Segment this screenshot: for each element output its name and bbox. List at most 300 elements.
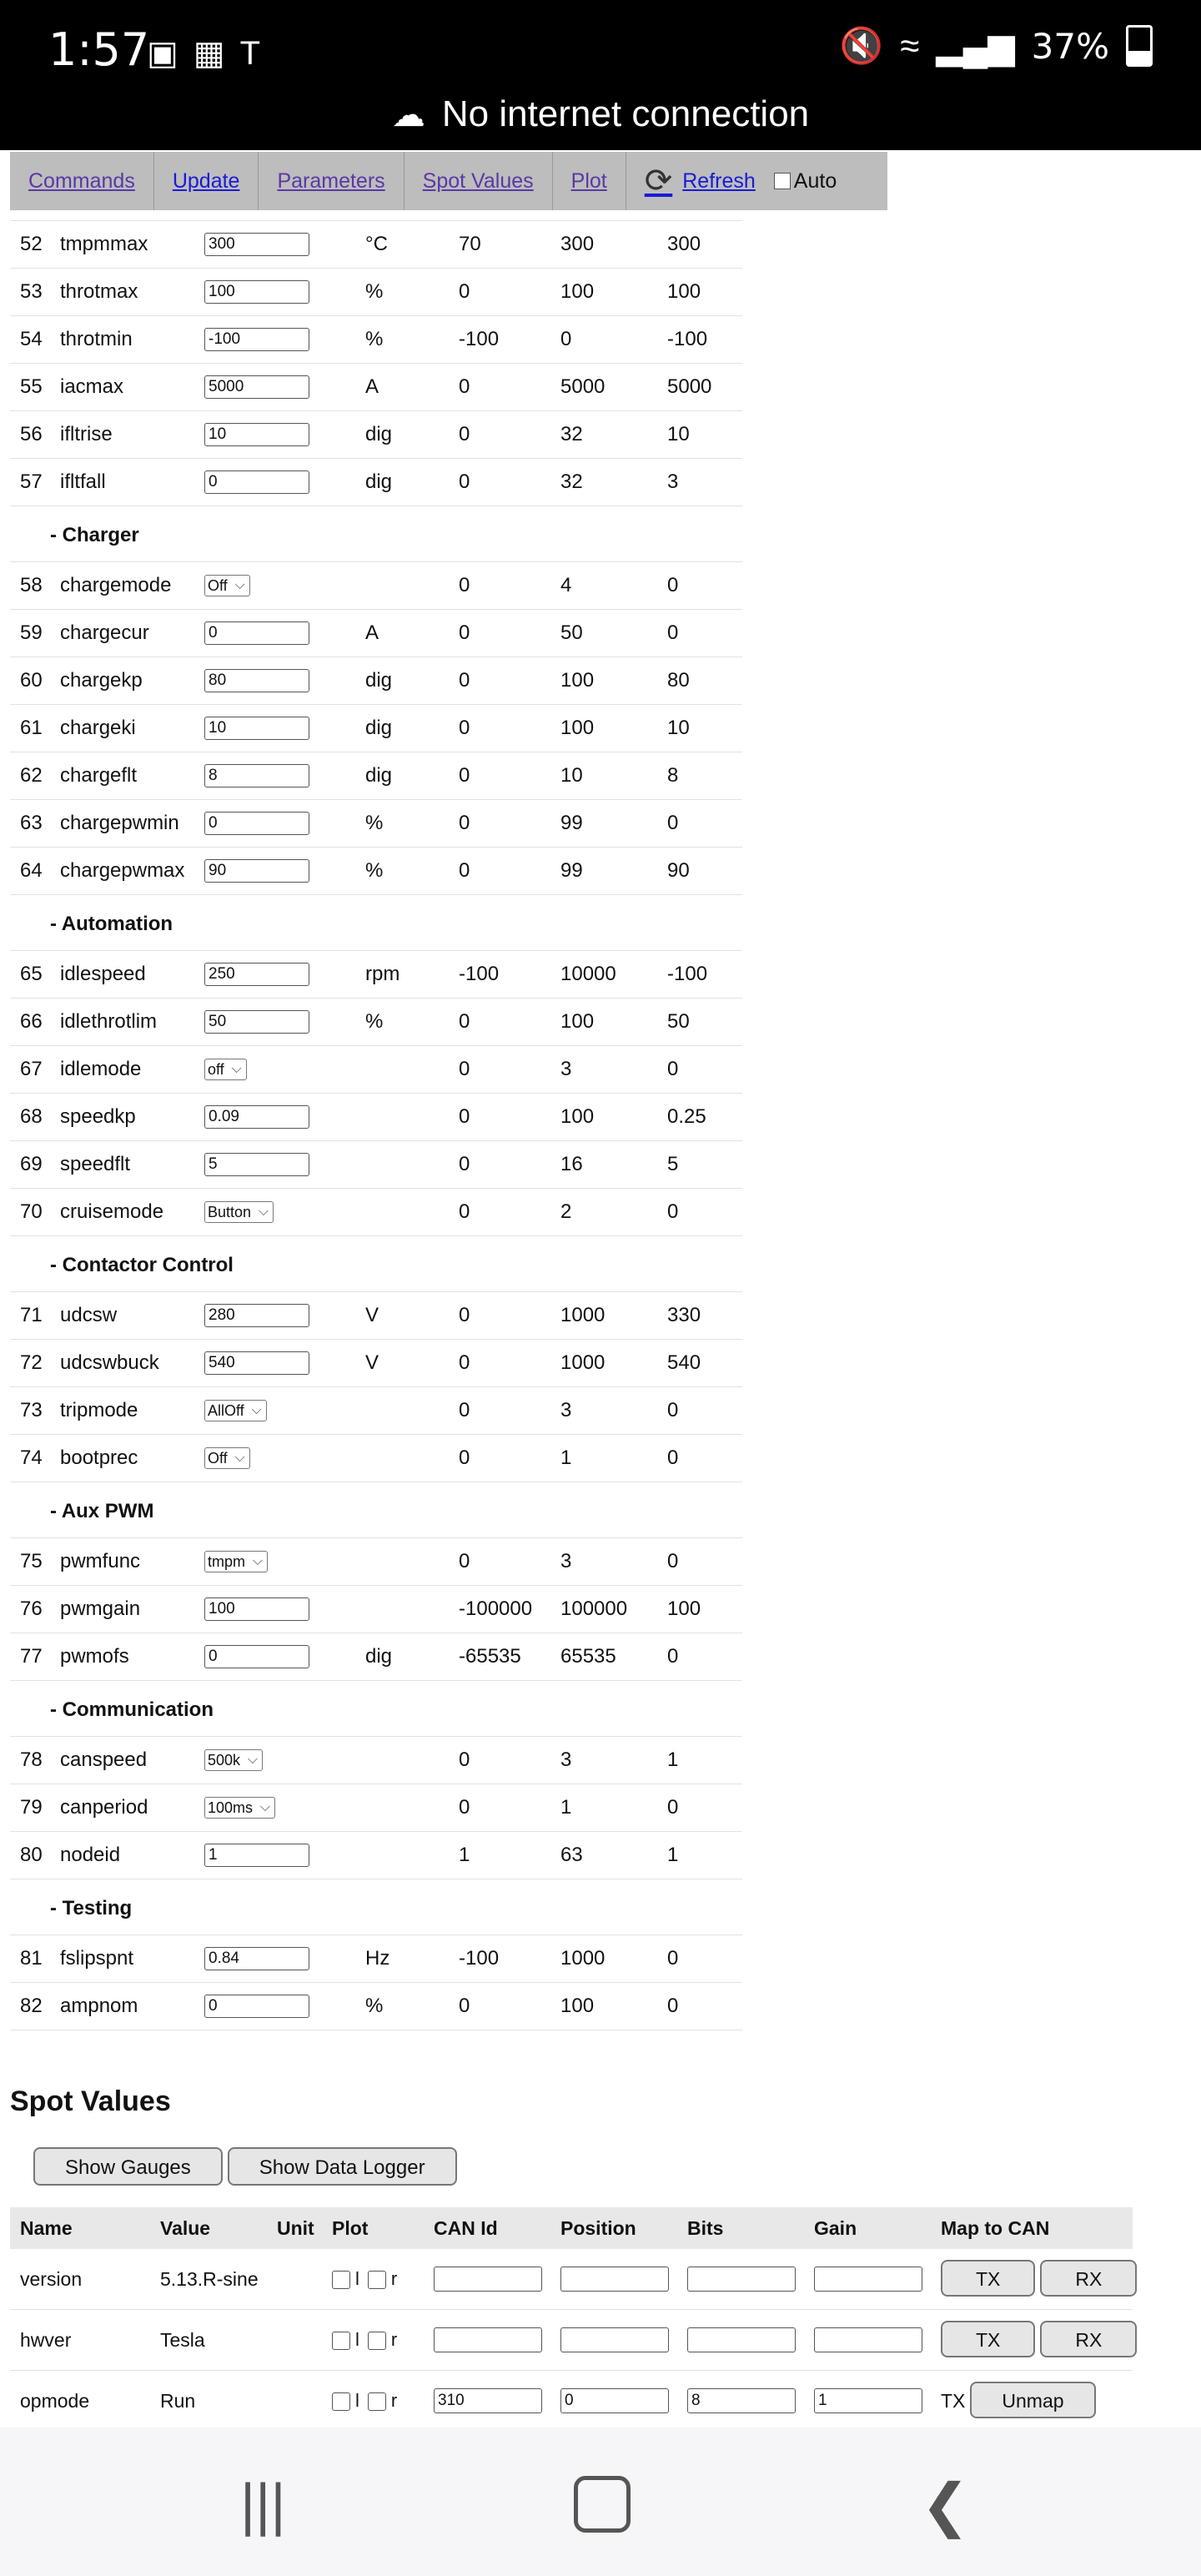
param-max: 300 (560, 233, 595, 255)
top-nav (10, 152, 887, 210)
param-min: 70 (459, 233, 481, 255)
param-value-input[interactable] (204, 1995, 309, 2018)
param-name: ifltfall (60, 470, 106, 493)
spot-row-version (10, 2249, 1133, 2310)
param-default: 5 (667, 1153, 679, 1175)
plot-left-label: l (355, 2268, 359, 2289)
auto-checkbox[interactable] (774, 173, 791, 189)
param-min: 0 (459, 621, 470, 644)
param-name: ampnom (60, 1995, 138, 2017)
param-unit: dig (365, 669, 393, 692)
param-min: 0 (459, 717, 470, 739)
auto-refresh[interactable] (774, 152, 837, 210)
param-unit: °C (365, 233, 388, 255)
param-value-input[interactable] (204, 1597, 309, 1621)
section-label: - Contactor Control (50, 1254, 234, 1276)
param-value-input[interactable] (204, 963, 309, 986)
can-id-input[interactable] (434, 2327, 542, 2352)
image-icon: ▦ (193, 35, 225, 72)
param-value-input[interactable] (204, 328, 309, 351)
plot-right-checkbox[interactable] (368, 2271, 386, 2289)
nav-commands[interactable]: Commands (10, 152, 154, 210)
back-icon[interactable]: ❮ (921, 2473, 970, 2538)
param-default: 10 (667, 423, 690, 445)
param-min: 0 (459, 812, 470, 834)
android-nav-bar (0, 2428, 1201, 2576)
param-max: 1 (560, 1796, 572, 1819)
param-name: speedkp (60, 1105, 136, 1128)
param-row-fslipspnt (10, 1935, 742, 1983)
refresh-icon[interactable]: ⟳ (644, 163, 673, 199)
param-row-chargepwmin (10, 800, 742, 848)
plot-right-checkbox[interactable] (368, 2332, 386, 2350)
param-value-input[interactable] (204, 621, 309, 645)
param-default: 50 (667, 1010, 690, 1033)
home-icon-shape[interactable] (574, 2476, 631, 2533)
param-value-text: 10 (209, 425, 227, 443)
param-max: 63 (560, 1844, 583, 1866)
param-row-throtmax (10, 269, 742, 316)
param-value-text: AllOff (208, 1402, 244, 1419)
param-default: 0 (667, 1947, 679, 1970)
param-name: throtmax (60, 280, 138, 303)
param-max: 50 (560, 621, 583, 644)
banner-text: No internet connection (441, 93, 810, 134)
param-name: udcsw (60, 1304, 118, 1326)
spot-value: 5.13.R-sine (160, 2268, 259, 2290)
param-num: 70 (20, 1200, 43, 1223)
param-default: 5000 (667, 375, 712, 398)
param-min: -65535 (459, 1645, 521, 1668)
spot-rows (10, 2249, 1133, 2432)
param-name: cruisemode (60, 1200, 164, 1223)
param-section-header (10, 895, 742, 951)
col-name: Name (20, 2217, 73, 2239)
param-default: -100 (667, 963, 708, 985)
param-row-idlespeed (10, 951, 742, 999)
param-max: 5000 (560, 375, 606, 398)
param-value-select[interactable] (204, 1797, 275, 1819)
unmap-button[interactable]: Unmap (970, 2382, 1095, 2418)
col-value: Value (160, 2217, 211, 2239)
plot-right-label: r (390, 2390, 398, 2411)
param-name: iacmax (60, 375, 124, 398)
param-default: 0 (667, 1058, 679, 1080)
param-value-text: 0.84 (209, 1950, 239, 1967)
plot-left-label: l (355, 2390, 359, 2411)
auto-label: Auto (793, 169, 837, 193)
param-max: 100 (560, 1010, 595, 1033)
param-value-select[interactable] (204, 1551, 268, 1572)
spot-value: Tesla (160, 2329, 205, 2351)
param-value-input[interactable] (204, 1844, 309, 1867)
param-default: 0.25 (667, 1105, 706, 1128)
parameters-table (10, 194, 742, 2030)
param-num: 80 (20, 1844, 43, 1866)
param-max: 100 (560, 280, 595, 303)
plot-left-checkbox[interactable] (332, 2271, 350, 2289)
param-row-chargekp (10, 657, 742, 705)
param-max: 3 (560, 1748, 572, 1771)
param-min: 0 (459, 1153, 470, 1175)
param-max: 100 (560, 717, 595, 739)
chevron-down-icon: ⌵ (234, 578, 245, 592)
plot-cell (332, 2310, 397, 2370)
param-value-select[interactable] (204, 1447, 250, 1469)
signal-icon: ▂▄▆ (936, 26, 1015, 66)
param-value-text: 1 (209, 1846, 218, 1864)
param-max: 4 (560, 574, 572, 596)
param-row-tmpmmax (10, 221, 742, 269)
param-max: 10 (560, 764, 583, 787)
param-unit: % (365, 812, 384, 834)
show-data-logger-button[interactable]: Show Data Logger (228, 2147, 457, 2186)
param-value-input[interactable] (204, 1947, 309, 1970)
spot-values-table (10, 2207, 1133, 2432)
param-num: 55 (20, 375, 43, 398)
param-min: 0 (459, 1351, 470, 1374)
param-min: 0 (459, 1446, 470, 1469)
param-unit: % (365, 328, 384, 350)
param-num: 66 (20, 1010, 43, 1033)
param-row-pwmfunc (10, 1538, 742, 1586)
param-row-ifltfall (10, 459, 742, 506)
param-default: 1 (667, 1748, 679, 1771)
param-value-input[interactable] (204, 669, 309, 692)
param-row-nodeid (10, 1832, 742, 1879)
chevron-down-icon: ⌵ (234, 1451, 245, 1465)
spot-values-title: Spot Values (10, 2085, 171, 2117)
plot-left-checkbox[interactable] (332, 2392, 350, 2411)
param-min: 0 (459, 764, 470, 787)
param-value-select[interactable] (204, 575, 250, 596)
param-unit: % (365, 1995, 384, 2017)
param-default: 8 (667, 764, 679, 787)
chevron-down-icon: ⌵ (251, 1403, 262, 1417)
param-name: ifltrise (60, 423, 113, 445)
param-num: 54 (20, 328, 43, 350)
param-name: bootprec (60, 1446, 138, 1469)
param-unit: % (365, 859, 384, 882)
param-unit: Hz (365, 1947, 390, 1970)
col-position: Position (560, 2217, 636, 2239)
param-min: 0 (459, 1550, 470, 1572)
refresh-label[interactable]: Refresh (682, 169, 756, 193)
param-row-chargepwmax (10, 848, 742, 895)
param-value-input[interactable] (204, 233, 309, 256)
param-min: 0 (459, 375, 470, 398)
param-max: 1000 (560, 1351, 606, 1374)
position-input[interactable]: 0 (560, 2388, 669, 2413)
param-value-input[interactable] (204, 423, 309, 446)
param-row-chargeflt (10, 752, 742, 800)
param-value-input[interactable] (204, 1351, 309, 1375)
param-default: 3 (667, 470, 679, 493)
param-row-cruisemode (10, 1189, 742, 1236)
param-unit: dig (365, 717, 393, 739)
param-section-header (10, 1236, 742, 1292)
param-min: 0 (459, 1105, 470, 1128)
param-num: 75 (20, 1550, 43, 1572)
param-num: 73 (20, 1399, 43, 1421)
param-value-select[interactable] (204, 1400, 267, 1421)
param-min: -100 (459, 328, 500, 350)
param-default: 330 (667, 1304, 701, 1326)
param-num: 61 (20, 717, 43, 739)
param-name: chargepwmin (60, 812, 179, 834)
param-name: chargeki (60, 717, 136, 739)
home-icon[interactable] (574, 2461, 631, 2533)
param-value-text: off (208, 1061, 224, 1078)
param-min: 0 (459, 1058, 470, 1080)
param-name: canperiod (60, 1796, 148, 1819)
param-num: 53 (20, 280, 43, 303)
param-value-text: 90 (209, 862, 227, 879)
param-unit: dig (365, 1645, 393, 1668)
param-row-chargemode (10, 562, 742, 610)
can-id-input[interactable]: 310 (434, 2388, 542, 2413)
param-value-text: -100 (209, 330, 241, 348)
param-unit: dig (365, 470, 393, 493)
nav-plot[interactable]: Plot (553, 152, 626, 210)
param-name: nodeid (60, 1844, 121, 1866)
param-unit: V (365, 1304, 379, 1326)
param-min: -100000 (459, 1597, 533, 1620)
tesla-icon: Τ (239, 35, 261, 72)
param-row-throtmin (10, 316, 742, 364)
col-plot: Plot (332, 2217, 369, 2239)
param-value-input[interactable] (204, 470, 309, 494)
spot-buttons (33, 2147, 457, 2186)
param-num: 59 (20, 621, 43, 644)
param-num: 78 (20, 1748, 43, 1771)
spot-name: opmode (20, 2390, 90, 2412)
bits-input[interactable]: 8 (687, 2388, 796, 2413)
param-default: 10 (667, 717, 690, 739)
param-value-text: Button (208, 1204, 252, 1220)
param-value-text: 100ms (208, 1799, 254, 1816)
param-max: 2 (560, 1200, 572, 1223)
param-default: 0 (667, 1446, 679, 1469)
param-value-select[interactable] (204, 1749, 263, 1771)
map-tx-button[interactable]: TX (941, 2321, 1035, 2357)
nav-refresh[interactable] (626, 152, 774, 210)
map-tx-button[interactable]: TX (941, 2260, 1035, 2297)
gain-input[interactable]: 1 (814, 2388, 922, 2413)
spot-table-header (10, 2207, 1133, 2249)
param-max: 1000 (560, 1304, 606, 1326)
spot-row-opmode (10, 2371, 1133, 2432)
col-unit: Unit (277, 2217, 314, 2239)
param-section-header (10, 506, 742, 562)
param-value-text: Off (208, 1450, 228, 1467)
param-max: 16 (560, 1153, 583, 1175)
param-name: chargecur (60, 621, 149, 644)
param-unit: % (365, 1010, 384, 1033)
param-value-input[interactable] (204, 375, 309, 399)
param-rows (10, 221, 742, 2030)
plot-cell (332, 2371, 397, 2431)
param-value-select[interactable] (204, 1201, 274, 1223)
param-max: 100000 (560, 1597, 628, 1620)
param-value-text: Off (208, 577, 228, 594)
param-value-text: 80 (209, 672, 227, 689)
param-value-text: 0 (209, 1997, 218, 2015)
plot-right-label: r (390, 2268, 398, 2289)
param-value-select[interactable] (204, 1059, 247, 1080)
param-unit: V (365, 1351, 379, 1374)
param-default: 0 (667, 1550, 679, 1572)
spot-value: Run (160, 2390, 196, 2412)
plot-left-label: l (355, 2329, 359, 2350)
param-value-text: 5 (209, 1155, 218, 1173)
param-num: 62 (20, 764, 43, 787)
param-num: 74 (20, 1446, 43, 1469)
param-min: 0 (459, 1995, 470, 2017)
plot-cell (332, 2249, 397, 2309)
map-rx-button[interactable]: RX (1040, 2260, 1137, 2297)
nav-update[interactable]: Update (154, 152, 259, 210)
param-value-input[interactable] (204, 717, 309, 740)
chevron-down-icon: ⌵ (247, 1753, 259, 1767)
param-value-input[interactable] (204, 1105, 309, 1129)
param-min: 0 (459, 280, 470, 303)
param-row-speedflt (10, 1141, 742, 1189)
param-num: 77 (20, 1645, 43, 1668)
param-default: 0 (667, 1200, 679, 1223)
param-default: 0 (667, 1399, 679, 1421)
param-section-header (10, 1681, 742, 1737)
param-name: throtmin (60, 328, 133, 350)
plot-right-label: r (390, 2329, 398, 2350)
param-unit: rpm (365, 963, 400, 985)
param-default: 80 (667, 669, 690, 692)
param-row-ampnom (10, 1983, 742, 2030)
param-min: 0 (459, 1200, 470, 1223)
param-row-bootprec (10, 1435, 742, 1482)
param-max: 100 (560, 1105, 595, 1128)
param-value-text: 300 (209, 235, 235, 253)
plot-right-checkbox[interactable] (368, 2392, 386, 2411)
param-row-idlemode (10, 1046, 742, 1094)
param-value-text: 540 (209, 1354, 235, 1371)
map-rx-button[interactable]: RX (1040, 2321, 1137, 2357)
param-name: pwmgain (60, 1597, 141, 1620)
bits-input[interactable] (687, 2267, 796, 2292)
chevron-down-icon: ⌵ (252, 1554, 263, 1568)
map-to-can-cell (941, 2310, 1137, 2370)
param-row-chargecur (10, 610, 742, 657)
param-num: 71 (20, 1304, 43, 1326)
param-row-pwmgain (10, 1586, 742, 1633)
bits-input[interactable] (687, 2327, 796, 2352)
nav-parameters[interactable]: Parameters (259, 152, 404, 210)
param-max: 99 (560, 859, 583, 882)
param-num: 52 (20, 233, 43, 255)
param-unit: % (365, 280, 384, 303)
param-num: 58 (20, 574, 43, 596)
param-min: 0 (459, 470, 470, 493)
param-value-input[interactable] (204, 764, 309, 787)
param-min: 0 (459, 1796, 470, 1819)
param-min: 0 (459, 1748, 470, 1771)
param-default: 300 (667, 233, 701, 255)
param-max: 3 (560, 1399, 572, 1421)
param-num: 76 (20, 1597, 43, 1620)
param-value-input[interactable] (204, 280, 309, 304)
param-name: idlethrotlim (60, 1010, 158, 1033)
gain-input[interactable] (814, 2327, 922, 2352)
battery-percent: 37% (1031, 25, 1109, 67)
param-name: tripmode (60, 1399, 138, 1421)
param-max: 0 (560, 328, 572, 350)
param-default: 90 (667, 859, 690, 882)
param-row-canperiod (10, 1784, 742, 1832)
param-section-header (10, 1879, 742, 1935)
show-gauges-button[interactable]: Show Gauges (33, 2147, 223, 2186)
col-map-to-can: Map to CAN (941, 2217, 1050, 2239)
param-name: pwmfunc (60, 1550, 141, 1572)
param-row-udcswbuck (10, 1340, 742, 1387)
param-default: 100 (667, 1597, 701, 1620)
param-default: 0 (667, 812, 679, 834)
status-bar (0, 0, 1201, 150)
param-value-input[interactable] (204, 1010, 309, 1034)
map-to-can-cell (941, 2249, 1137, 2309)
param-value-input[interactable] (204, 812, 309, 835)
param-name: pwmofs (60, 1645, 129, 1668)
position-input[interactable] (560, 2267, 669, 2292)
param-min: 0 (459, 423, 470, 445)
position-input[interactable] (560, 2327, 669, 2352)
param-unit: dig (365, 764, 393, 787)
param-value-input[interactable] (204, 1304, 309, 1327)
status-time: 1:57 (48, 23, 150, 76)
can-id-input[interactable] (434, 2267, 542, 2292)
param-default: 0 (667, 1796, 679, 1819)
param-default: 1 (667, 1844, 679, 1866)
voicemail-icon: ▣ (147, 35, 178, 72)
mapped-direction: TX (941, 2390, 966, 2412)
plot-left-checkbox[interactable] (332, 2332, 350, 2350)
param-min: 0 (459, 1304, 470, 1326)
param-min: 0 (459, 859, 470, 882)
param-default: 0 (667, 574, 679, 596)
param-max: 10000 (560, 963, 616, 985)
mute-icon: 🔇 (839, 25, 884, 65)
param-default: 540 (667, 1351, 701, 1374)
param-max: 32 (560, 470, 583, 493)
param-value-text: 0.09 (209, 1108, 239, 1125)
nav-spot-values[interactable]: Spot Values (405, 152, 553, 210)
param-default: -100 (667, 328, 708, 350)
param-value-input[interactable] (204, 1153, 309, 1176)
recent-apps-icon[interactable]: ||| (240, 2472, 286, 2537)
param-value-input[interactable] (204, 859, 309, 883)
param-value-input[interactable] (204, 1645, 309, 1668)
param-max: 1000 (560, 1947, 606, 1970)
param-num: 69 (20, 1153, 43, 1175)
param-name: tmpmmax (60, 233, 148, 255)
param-value-text: 500k (208, 1752, 241, 1768)
param-unit: dig (365, 423, 393, 445)
param-value-text: 0 (209, 624, 218, 641)
param-num: 72 (20, 1351, 43, 1374)
param-num: 65 (20, 963, 43, 985)
gain-input[interactable] (814, 2267, 922, 2292)
status-notification-icons (147, 33, 260, 73)
param-value-text: 5000 (209, 378, 244, 395)
